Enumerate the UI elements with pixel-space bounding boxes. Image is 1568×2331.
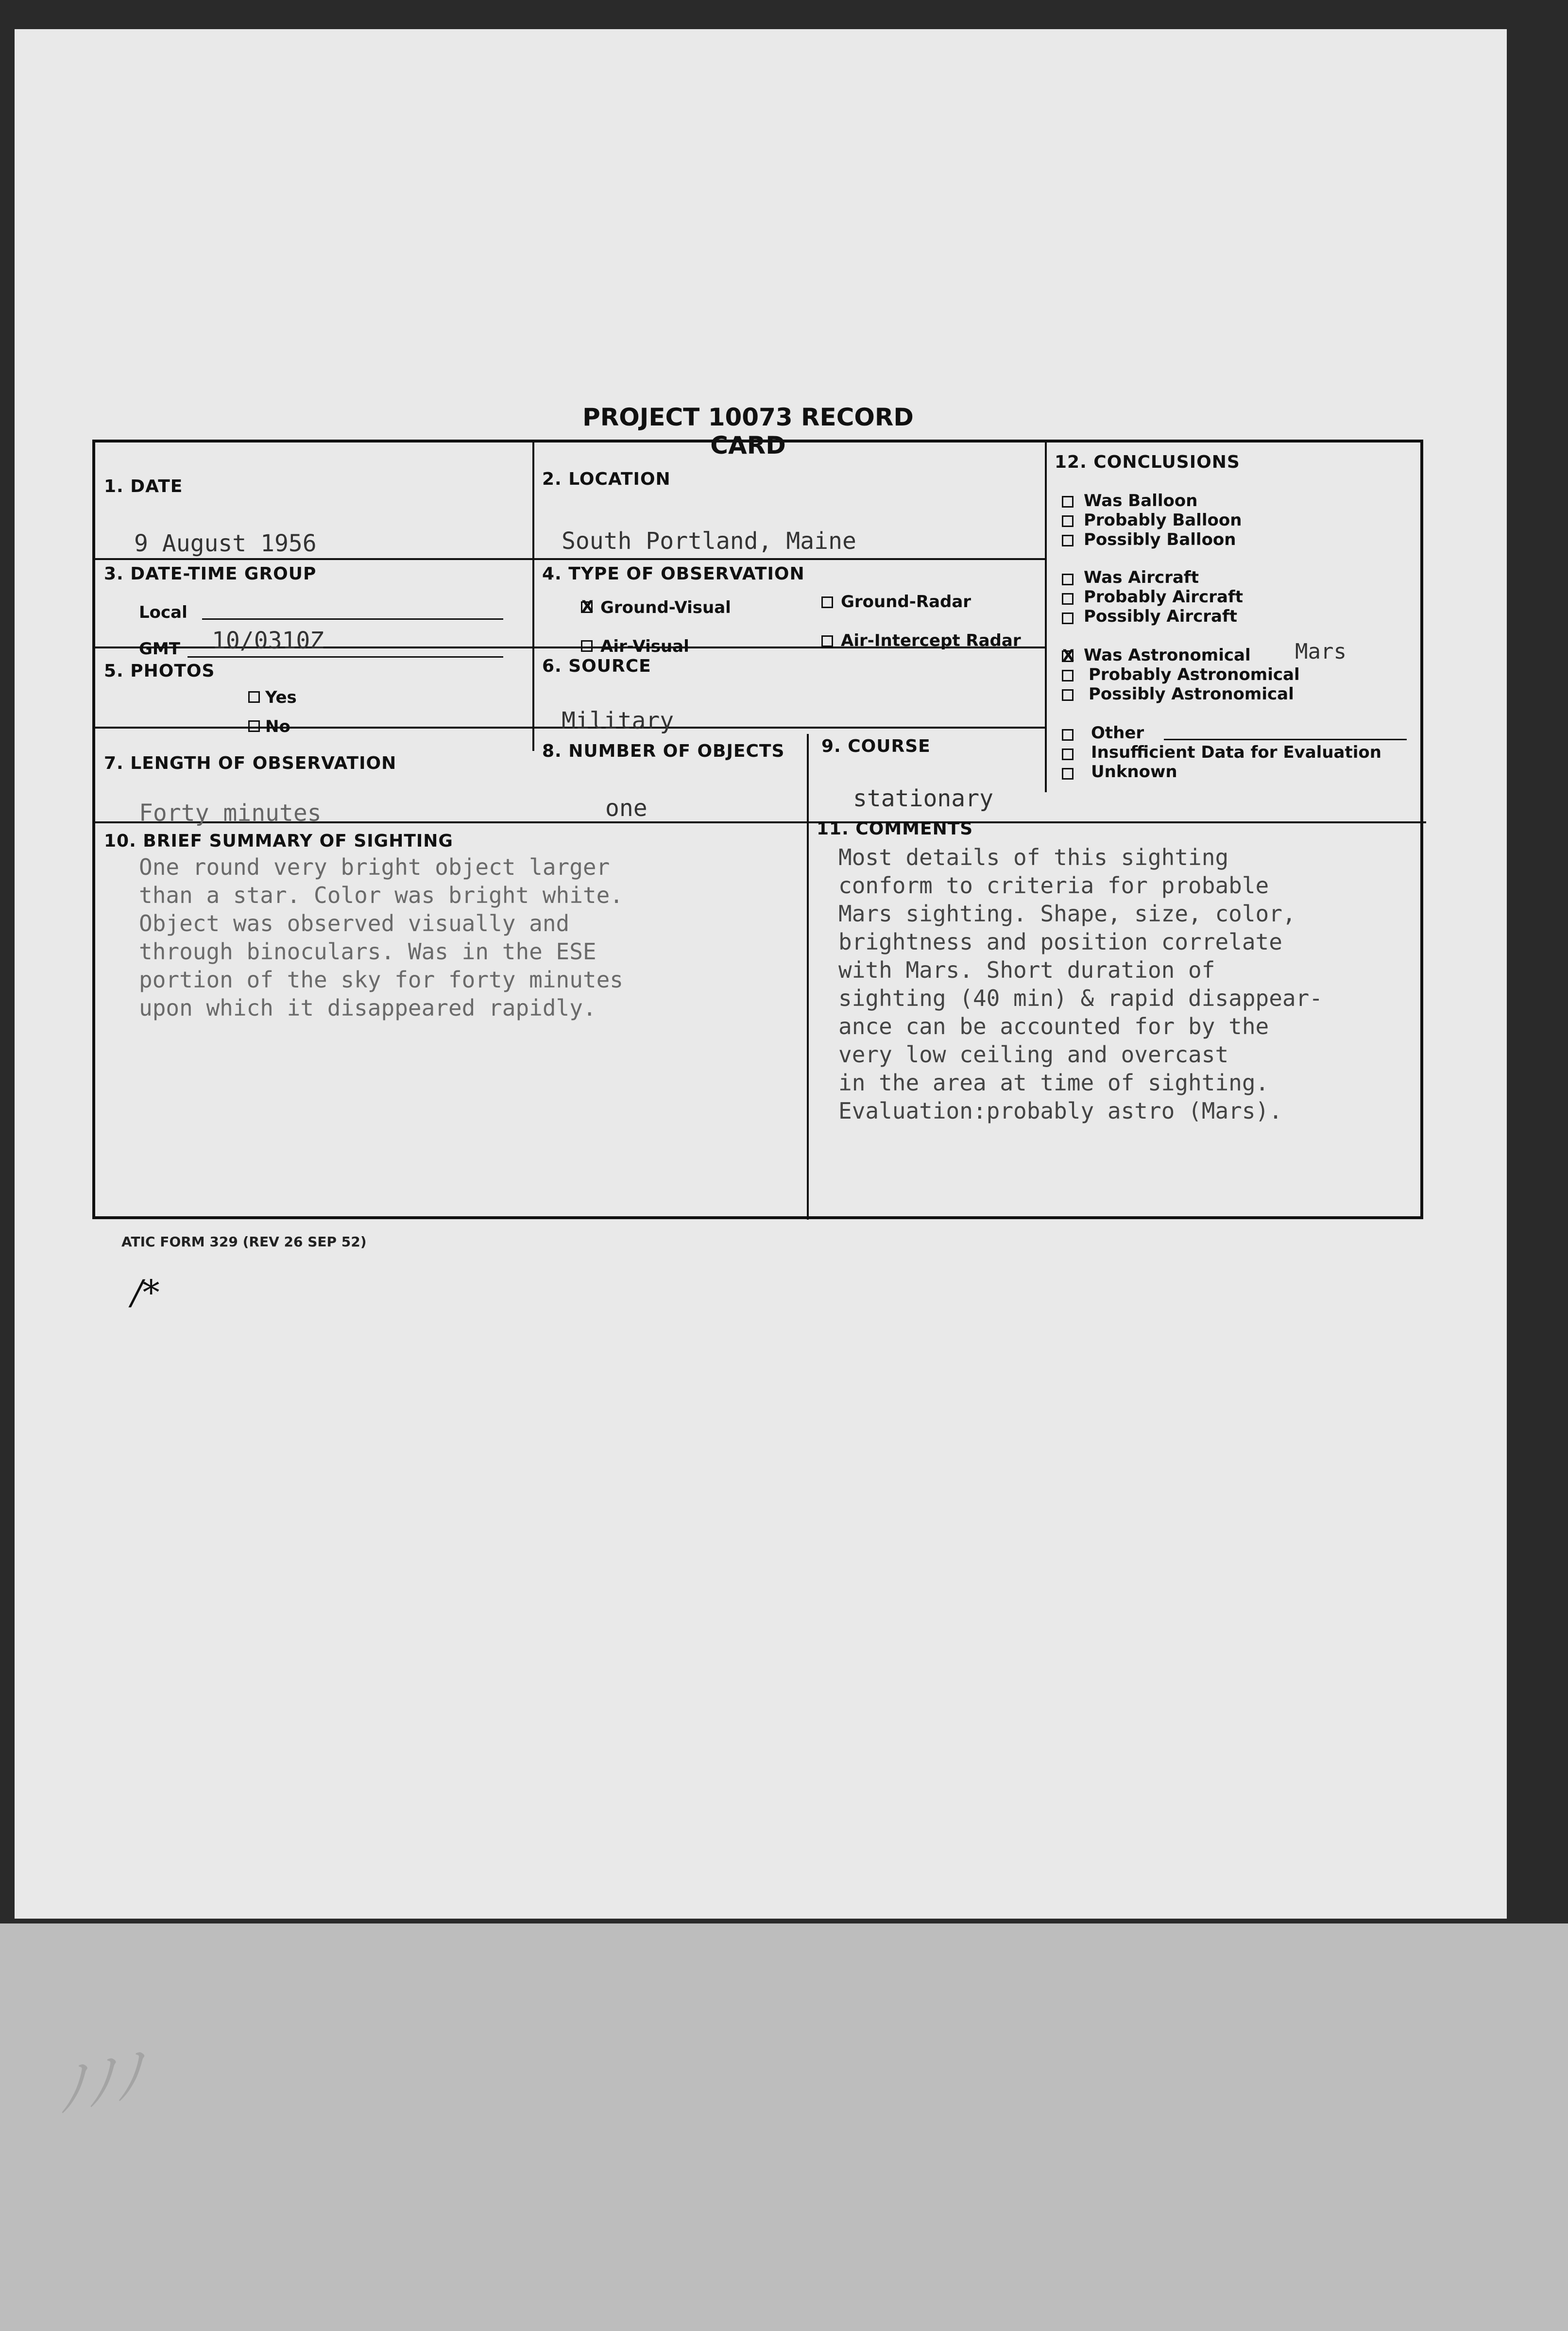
- ground-visual-label: Ground-Visual: [600, 598, 731, 617]
- other-checkbox[interactable]: [1062, 729, 1074, 741]
- air-intercept-radar-label: Air-Intercept Radar: [841, 631, 1021, 650]
- summary-line: through binoculars. Was in the ESE: [139, 938, 597, 965]
- photos-yes-label: Yes: [265, 688, 297, 707]
- location-value: South Portland, Maine: [562, 527, 856, 555]
- number-of-objects-label: 8. NUMBER OF OBJECTS: [542, 741, 785, 761]
- date-label: 1. DATE: [104, 476, 183, 496]
- photos-yes-checkbox[interactable]: [248, 691, 260, 703]
- photos-no-checkbox[interactable]: [248, 720, 260, 732]
- comments-line: brightness and position correlate: [838, 929, 1282, 955]
- possibly-aircraft-checkbox[interactable]: [1062, 613, 1074, 624]
- pen-mark: /*: [131, 1273, 160, 1312]
- comments-line: Most details of this sighting: [838, 844, 1229, 870]
- date-time-group-label: 3. DATE-TIME GROUP: [104, 564, 317, 584]
- astronomical-note: Mars: [1295, 639, 1346, 664]
- unknown-checkbox[interactable]: [1062, 768, 1074, 780]
- was-aircraft-label: Was Aircraft: [1084, 568, 1199, 587]
- divider: [532, 442, 534, 751]
- date-value: 9 August 1956: [134, 530, 317, 557]
- probably-aircraft-checkbox[interactable]: [1062, 593, 1074, 605]
- air-visual-label: Air-Visual: [600, 637, 689, 656]
- source-value: Military: [562, 707, 674, 734]
- brief-summary-text: [139, 853, 623, 1022]
- length-of-observation-value: Forty minutes: [139, 800, 322, 827]
- card-title: PROJECT 10073 RECORD CARD: [582, 403, 914, 459]
- insufficient-data-checkbox[interactable]: [1062, 749, 1074, 760]
- divider: [1045, 442, 1047, 792]
- was-aircraft-checkbox[interactable]: [1062, 574, 1074, 585]
- divider: [95, 558, 1045, 560]
- comments-line: ance can be accounted for by the: [838, 1013, 1269, 1039]
- comments-line: Mars sighting. Shape, size, color,: [838, 901, 1296, 927]
- comments-line: in the area at time of sighting.: [838, 1070, 1269, 1096]
- comments-line: Evaluation:probably astro (Mars).: [838, 1098, 1282, 1124]
- photos-label: 5. PHOTOS: [104, 661, 215, 681]
- comments-line: very low ceiling and overcast: [838, 1041, 1229, 1068]
- gmt-value: 10/0310Z: [212, 627, 324, 654]
- insufficient-data-label: Insufficient Data for Evaluation: [1091, 743, 1381, 762]
- conclusions-label: 12. CONCLUSIONS: [1055, 452, 1240, 472]
- gmt-line: [187, 656, 503, 658]
- location-label: 2. LOCATION: [542, 469, 671, 489]
- local-line: [202, 618, 503, 620]
- was-astronomical-label: Was Astronomical: [1084, 646, 1251, 665]
- summary-line: than a star. Color was bright white.: [139, 882, 623, 908]
- photos-no-label: No: [265, 717, 290, 736]
- comments-line: conform to criteria for probable: [838, 872, 1269, 899]
- course-value: stationary: [853, 785, 993, 812]
- ground-radar-label: Ground-Radar: [841, 592, 971, 612]
- possibly-balloon-checkbox[interactable]: [1062, 535, 1074, 546]
- other-line: [1164, 739, 1407, 740]
- ground-visual-checkbox[interactable]: [581, 601, 593, 613]
- comments-label: 11. COMMENTS: [817, 819, 973, 839]
- probably-balloon-checkbox[interactable]: [1062, 515, 1074, 527]
- possibly-astronomical-checkbox[interactable]: [1062, 689, 1074, 701]
- possibly-aircraft-label: Possibly Aircraft: [1084, 607, 1238, 626]
- comments-line: with Mars. Short duration of: [838, 957, 1215, 983]
- summary-line: portion of the sky for forty minutes: [139, 967, 623, 993]
- summary-line: One round very bright object larger: [139, 854, 610, 880]
- form-identifier: ATIC FORM 329 (REV 26 SEP 52): [121, 1234, 367, 1250]
- local-label: Local: [139, 603, 187, 622]
- length-of-observation-label: 7. LENGTH OF OBSERVATION: [104, 753, 397, 773]
- probably-balloon-label: Probably Balloon: [1084, 510, 1242, 530]
- source-label: 6. SOURCE: [542, 656, 651, 676]
- summary-line: Object was observed visually and: [139, 910, 570, 936]
- type-of-observation-label: 4. TYPE OF OBSERVATION: [542, 564, 805, 584]
- was-balloon-label: Was Balloon: [1084, 491, 1198, 510]
- divider: [807, 734, 809, 1220]
- summary-line: upon which it disappeared rapidly.: [139, 995, 597, 1021]
- was-astronomical-checkbox[interactable]: [1062, 650, 1074, 662]
- comments-line: sighting (40 min) & rapid disappear-: [838, 985, 1323, 1011]
- brief-summary-label: 10. BRIEF SUMMARY OF SIGHTING: [104, 831, 453, 851]
- comments-text: [838, 843, 1323, 1125]
- possibly-astronomical-label: Possibly Astronomical: [1089, 684, 1294, 704]
- unknown-label: Unknown: [1091, 762, 1177, 782]
- number-of-objects-value: one: [605, 795, 648, 822]
- probably-aircraft-label: Probably Aircraft: [1084, 587, 1243, 607]
- air-visual-checkbox[interactable]: [581, 640, 593, 652]
- was-balloon-checkbox[interactable]: [1062, 496, 1074, 508]
- other-label: Other: [1091, 723, 1144, 743]
- course-label: 9. COURSE: [821, 736, 931, 756]
- gmt-label: GMT: [139, 639, 180, 659]
- probably-astronomical-label: Probably Astronomical: [1089, 665, 1300, 684]
- record-card: [92, 440, 1423, 1219]
- possibly-balloon-label: Possibly Balloon: [1084, 530, 1236, 549]
- air-intercept-radar-checkbox[interactable]: [821, 635, 833, 647]
- probably-astronomical-checkbox[interactable]: [1062, 670, 1074, 681]
- handwritten-mark: ﾉﾉﾉ: [50, 2041, 150, 2126]
- backing-strip: [0, 1923, 1568, 2331]
- ground-radar-checkbox[interactable]: [821, 596, 833, 608]
